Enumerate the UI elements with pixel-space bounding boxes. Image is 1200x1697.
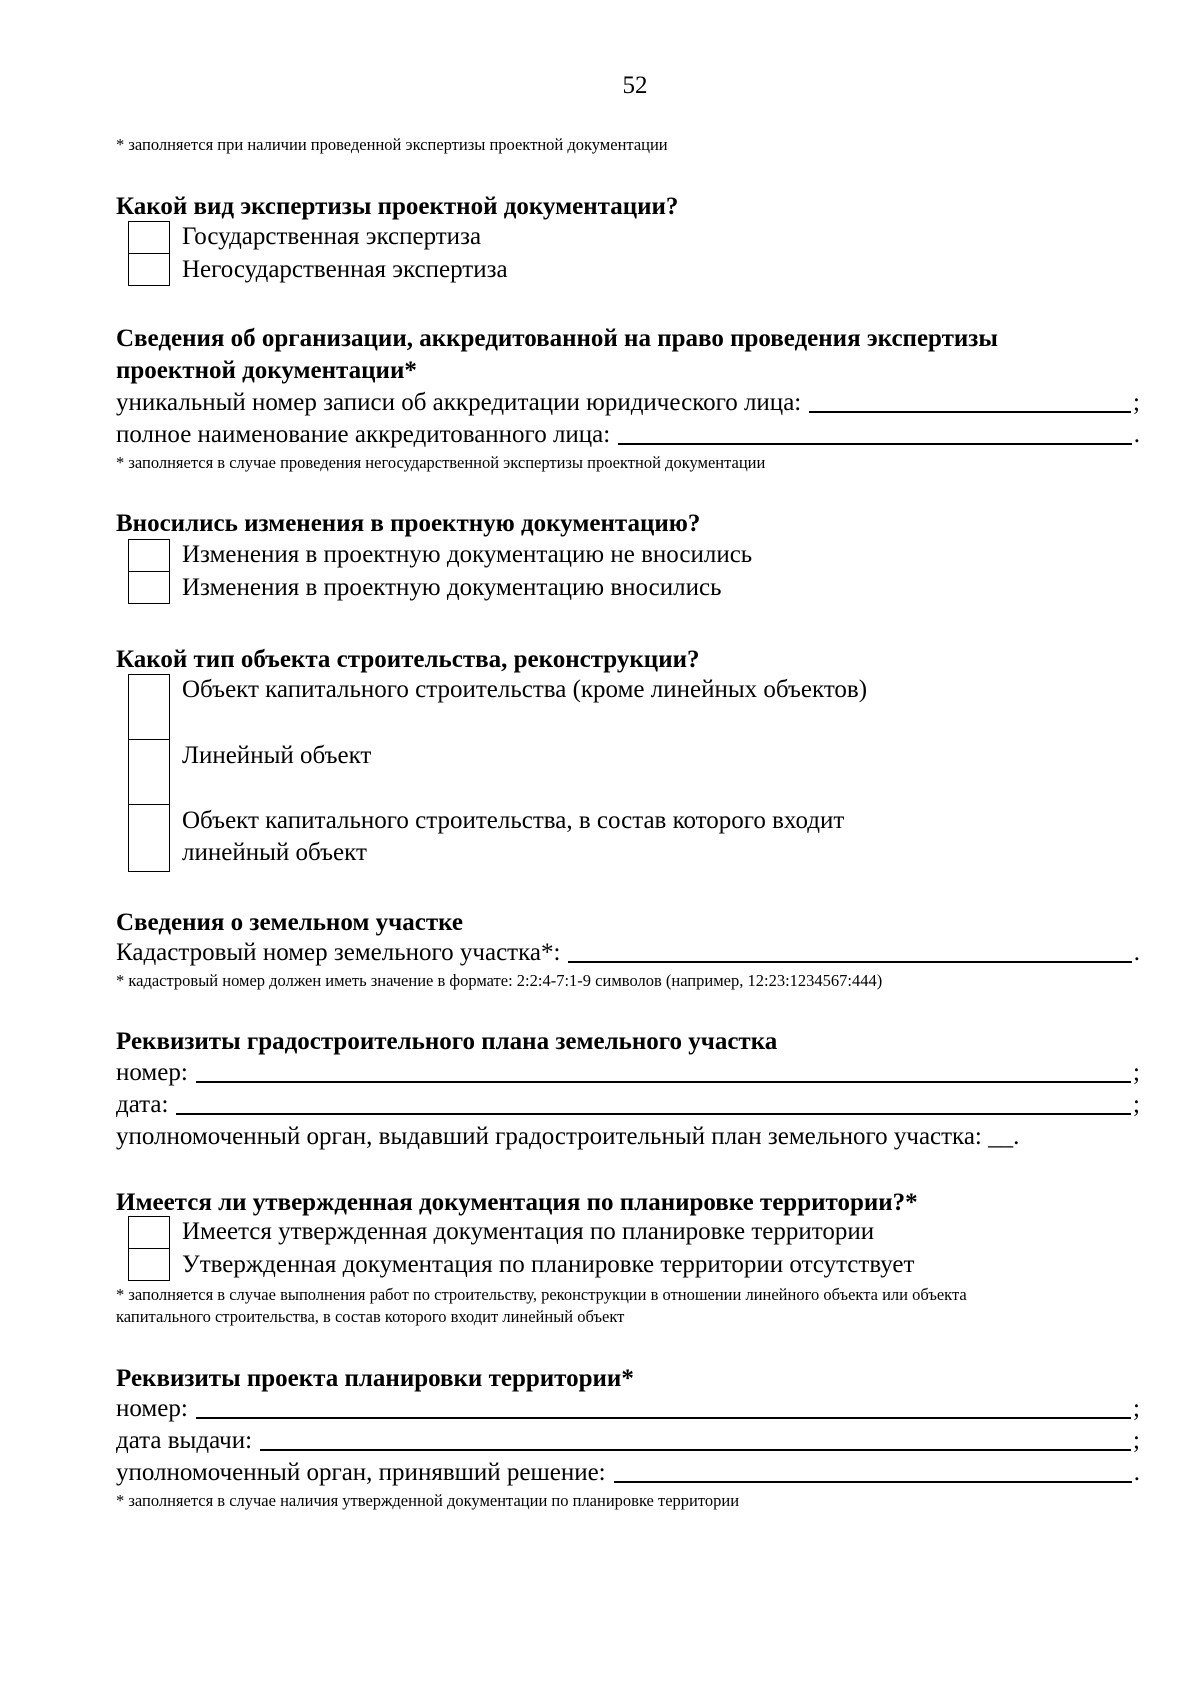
field-label: уникальный номер записи об аккредитации юридического лица: bbox=[116, 389, 802, 416]
accredited-org-heading-line2: проектной документации* bbox=[116, 357, 417, 384]
planning-authority-field: уполномоченный орган, принявший решение: . bbox=[116, 1457, 1140, 1489]
field-label: номер: bbox=[116, 1059, 188, 1086]
planning-project-heading: Реквизиты проекта планировки территории* bbox=[116, 1365, 634, 1392]
gpzu-number-field: номер: ; bbox=[116, 1057, 1140, 1089]
land-plot-heading: Сведения о земельном участке bbox=[116, 909, 463, 936]
option-label: Изменения в проектную документацию не вносились bbox=[182, 541, 753, 568]
option-changes-made[interactable] bbox=[128, 572, 752, 604]
accredited-org-heading-line1: Сведения об организации, аккредитованной на право проведения экспертизы bbox=[116, 325, 998, 352]
option-label: Государственная экспертиза bbox=[182, 223, 482, 250]
checkbox[interactable] bbox=[128, 1216, 170, 1249]
object-type-heading: Какой тип объекта строительства, реконструкции? bbox=[116, 646, 700, 673]
planning-docs-note-line2: капитального строительства, в состав которого входит линейный объект bbox=[116, 1307, 625, 1326]
option-label: Утвержденная документация по планировке территории отсутствует bbox=[182, 1251, 915, 1278]
gpzu-date-field: дата: ; bbox=[116, 1089, 1140, 1121]
planning-issue-date-field: дата выдачи: ; bbox=[116, 1425, 1140, 1457]
field-label: Кадастровый номер земельного участка*: bbox=[116, 939, 561, 966]
gpzu-authority-field[interactable]: уполномоченный орган, выдавший градостроительный план земельного участка: __. bbox=[116, 1123, 1020, 1150]
cadastral-number-input[interactable] bbox=[568, 961, 1131, 963]
option-label: Объект капитального строительства, в состав которого входит bbox=[182, 807, 845, 834]
gpzu-number-input[interactable] bbox=[196, 1081, 1131, 1083]
option-state-expertise[interactable] bbox=[128, 221, 508, 254]
field-label: дата выдачи: bbox=[116, 1427, 253, 1454]
checkbox[interactable] bbox=[128, 805, 170, 872]
accreditation-number-field: уникальный номер записи об аккредитации юридического лица: ; bbox=[116, 387, 1140, 419]
page-number: 52 bbox=[622, 72, 648, 99]
planning-docs-note-line1: * заполняется в случае выполнения работ по строительству, реконструкции в отношении линейного объекта или объекта bbox=[116, 1285, 967, 1304]
accredited-name-input[interactable] bbox=[618, 443, 1132, 445]
option-no-changes[interactable] bbox=[128, 539, 752, 572]
option-capital-object[interactable] bbox=[128, 674, 867, 740]
option-label: Имеется утвержденная документация по планировке территории bbox=[182, 1218, 875, 1245]
option-label: линейный объект bbox=[182, 839, 367, 866]
field-label: дата: bbox=[116, 1091, 169, 1118]
field-label: полное наименование аккредитованного лица: bbox=[116, 421, 611, 448]
checkbox[interactable] bbox=[128, 221, 170, 254]
object-type-options bbox=[128, 674, 867, 872]
checkbox[interactable] bbox=[128, 1249, 170, 1281]
planning-number-input[interactable] bbox=[196, 1417, 1131, 1419]
option-docs-approved[interactable] bbox=[128, 1216, 914, 1249]
planning-docs-options bbox=[128, 1216, 914, 1281]
accreditation-number-input[interactable] bbox=[809, 411, 1131, 413]
changes-heading: Вносились изменения в проектную документацию? bbox=[116, 510, 701, 537]
expertise-type-heading: Какой вид экспертизы проектной документации? bbox=[116, 193, 679, 220]
checkbox[interactable] bbox=[128, 254, 170, 286]
cadastral-number-field: Кадастровый номер земельного участка*: . bbox=[116, 937, 1140, 969]
option-label: Изменения в проектную документацию вносились bbox=[182, 574, 722, 601]
option-label: Негосударственная экспертиза bbox=[182, 256, 508, 283]
option-capital-with-linear[interactable] bbox=[128, 805, 867, 872]
option-docs-absent[interactable] bbox=[128, 1249, 914, 1281]
changes-options bbox=[128, 539, 752, 604]
planning-project-note: * заполняется в случае наличия утвержденной документации по планировке территории bbox=[116, 1491, 740, 1510]
planning-docs-heading: Имеется ли утвержденная документация по планировке территории?* bbox=[116, 1189, 918, 1216]
option-label: Объект капитального строительства (кроме линейных объектов) bbox=[182, 676, 868, 703]
checkbox[interactable] bbox=[128, 740, 170, 805]
accredited-name-field: полное наименование аккредитованного лица: . bbox=[116, 419, 1140, 451]
field-label: номер: bbox=[116, 1395, 188, 1422]
planning-issue-date-input[interactable] bbox=[260, 1449, 1131, 1451]
gpzu-date-input[interactable] bbox=[176, 1113, 1131, 1115]
accredited-org-note: * заполняется в случае проведения негосударственной экспертизы проектной документации bbox=[116, 453, 766, 472]
checkbox[interactable] bbox=[128, 539, 170, 572]
checkbox[interactable] bbox=[128, 572, 170, 604]
planning-authority-input[interactable] bbox=[614, 1481, 1132, 1483]
option-label: Линейный объект bbox=[182, 742, 372, 769]
option-linear-object[interactable] bbox=[128, 740, 867, 805]
gpzu-heading: Реквизиты градостроительного плана земельного участка bbox=[116, 1028, 778, 1055]
cadastral-note: * кадастровый номер должен иметь значение в формате: 2:2:4-7:1-9 символов (например, 12:23:1234567:444) bbox=[116, 971, 883, 990]
top-note: * заполняется при наличии проведенной экспертизы проектной документации bbox=[116, 135, 668, 154]
planning-number-field: номер: ; bbox=[116, 1393, 1140, 1425]
checkbox[interactable] bbox=[128, 674, 170, 740]
option-nonstate-expertise[interactable] bbox=[128, 254, 508, 286]
field-label: уполномоченный орган, принявший решение: bbox=[116, 1459, 606, 1486]
expertise-type-options bbox=[128, 221, 508, 286]
